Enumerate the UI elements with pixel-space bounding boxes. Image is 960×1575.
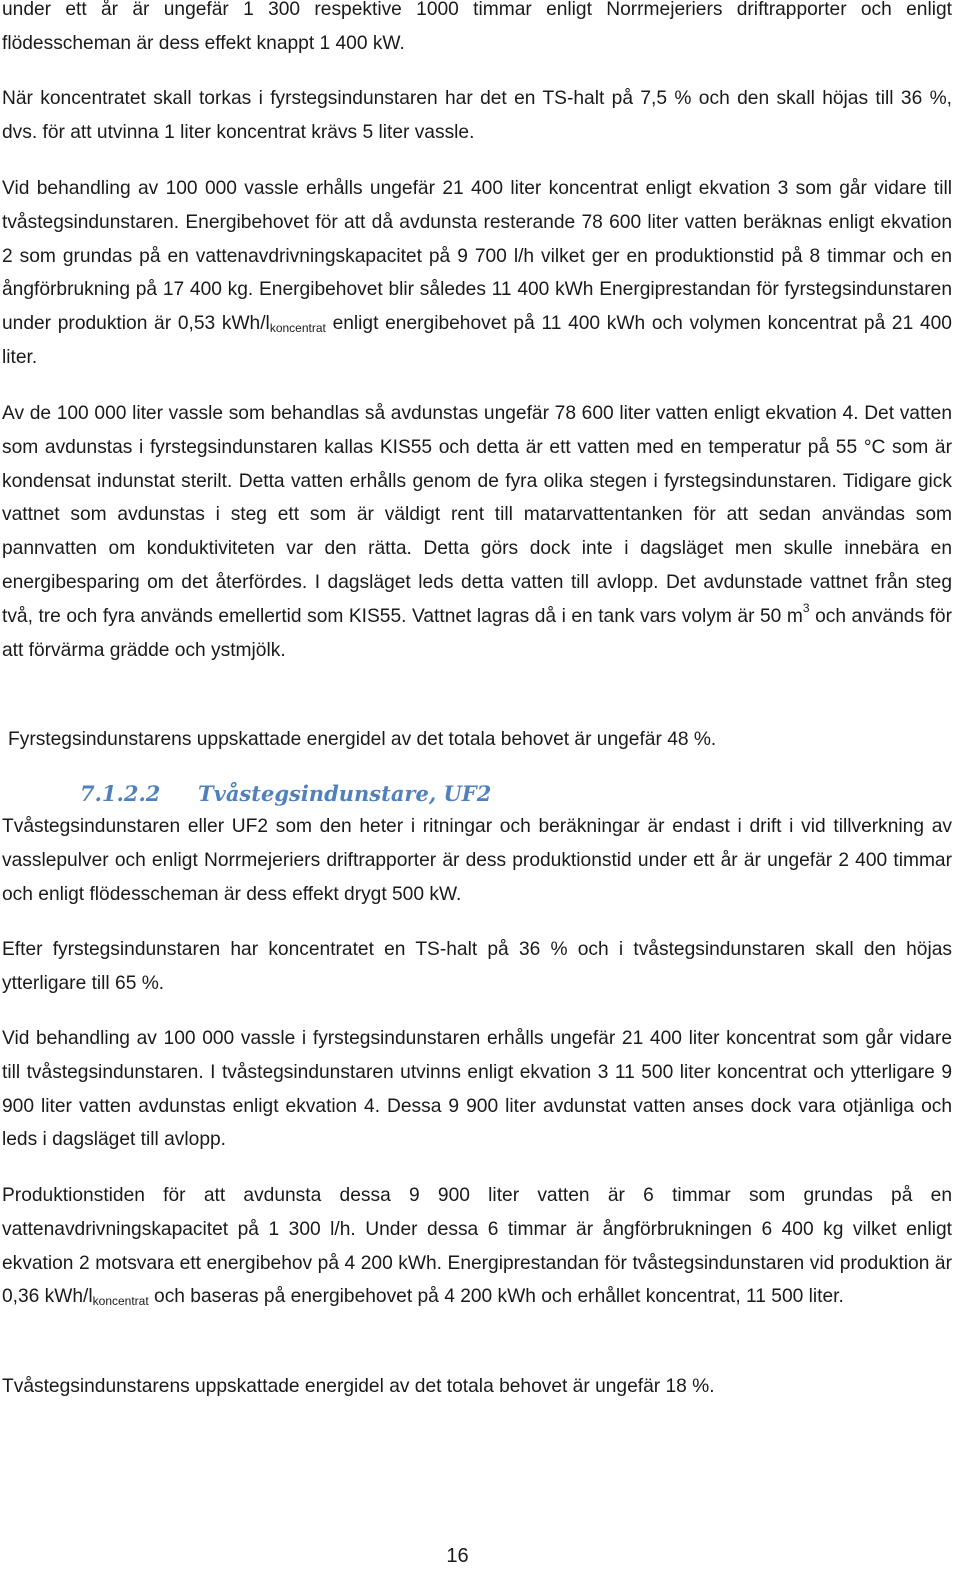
paragraph-uf2-energy [2, 1179, 952, 1314]
superscript-3: 3 [802, 600, 810, 615]
paragraph-text: Vid behandling av 100 000 vassle erhålls ungefär 21 400 liter koncentrat enligt ekvation 3 som går vidare till tvåstegsindunstaren. Energibehovet för att då avdunsta resterande 78 600 liter vatten beräknas enligt ekvation 2 som grundas på en vattenavdrivningskapacitet på 9 700 l/h vilket ger en produktionstid på 8 timmar och en ångförbrukning på 17 400 kg. Energibehovet blir således 11 400 kWh Energiprestandan för fyrstegsindunstaren under produktion är 0,53 kWh/l [2, 178, 952, 335]
paragraph-uf2-runtime: Tvåstegsindunstaren eller UF2 som den heter i ritningar och beräkningar är endast i drift i vid tillverkning av vasslepulver och enligt Norrmejeriers driftrapporter är dess produktionstid under ett år är ungefär 2 400 timmar och enligt flödesscheman är dess effekt drygt 500 kW. [2, 816, 952, 905]
paragraph-uf2-ts-content: Efter fyrstegsindunstaren har koncentratet en TS-halt på 36 % och i tvåstegsindunstaren skall den höjas ytterligare till 65 %. [2, 939, 952, 994]
paragraph-uf2-share: Tvåstegsindunstarens uppskattade energidel av det totala behovet är ungefär 18 %. [2, 1376, 715, 1397]
paragraph-text: Produktionstiden för att avdunsta dessa 9 900 liter vatten är 6 timmar som grundas på en vattenavdrivningskapacitet på 1 300 l/h. Under dessa 6 timmar är ångförbrukningen 6 400 kg vilket enligt ekvation 2 motsvara ett energibehov på 4 200 kWh. Energiprestandan för tvåstegsindunstaren vid produktion är 0,36 kWh/l [2, 1185, 952, 1308]
paragraph-kis55 [2, 397, 952, 667]
subscript-koncentrat: koncentrat [269, 321, 326, 336]
paragraph-uf1-ts-content: När koncentratet skall torkas i fyrstegsindunstaren har det en TS-halt på 7,5 % och den skall höjas till 36 %, dvs. för att utvinna 1 liter koncentrat krävs 5 liter vassle. [2, 88, 952, 143]
paragraph-uf2-yield: Vid behandling av 100 000 vassle i fyrstegsindunstaren erhålls ungefär 21 400 liter koncentrat som går vidare till tvåstegsindunstaren. I tvåstegsindunstaren utvinns enligt ekvation 3 11 500 liter koncentrat och ytterligare 9 900 liter vatten avdunstas enligt ekvation 4. Dessa 9 900 liter avdunstat vatten anses dock vara otjänliga och leds i dagsläget till avlopp. [2, 1028, 952, 1151]
section-title: Tvåstegsindunstare, UF2 [198, 781, 492, 806]
page-number: 16 [446, 1545, 469, 1567]
paragraph-tail: och baseras på energibehovet på 4 200 kWh och erhållet koncentrat, 11 500 liter. [148, 1286, 844, 1308]
paragraph-uf1-energy [2, 172, 952, 375]
section-heading [80, 778, 491, 810]
paragraph-tail: och används för att förvärma grädde och ystmjölk. [2, 605, 952, 661]
paragraph-uf1-runtime: under ett år är ungefär 1 300 respektive 1000 timmar enligt Norrmejeriers driftrapporter och enligt flödesscheman är dess effekt knappt 1 400 kW. [2, 0, 952, 54]
paragraph-tail: enligt energibehovet på 11 400 kWh och volymen koncentrat på 21 400 liter. [2, 313, 952, 368]
section-number: 7.1.2.2 [80, 781, 161, 806]
paragraph-uf1-share: Fyrstegsindunstarens uppskattade energidel av det totala behovet är ungefär 48 %. [8, 729, 717, 750]
paragraph-text: Av de 100 000 liter vassle som behandlas så avdunstas ungefär 78 600 liter vatten enligt ekvation 4. Det vatten som avdunstas i fyrstegsindunstaren kallas KIS55 och detta är ett vatten med en temperatur på 55 °C som är kondensat indunstat sterilt. Detta vatten erhålls genom de fyra olika stegen i fyrstegsindunstaren. Tidigare gick vattnet som avdunstas i steg ett som är väldigt rent till matarvattentanken för att sedan användas som pannvatten om konduktiviteten var den rätta. Detta görs dock inte i dagsläget men skulle innebära en energibesparing om det återfördes. I dagsläget leds detta vatten till avlopp. Det avdunstade vattnet från steg två, tre och fyra används emellertid som KIS55. Vattnet lagras då i en tank vars volym är 50 m [2, 403, 952, 627]
subscript-koncentrat: koncentrat [92, 1294, 149, 1309]
